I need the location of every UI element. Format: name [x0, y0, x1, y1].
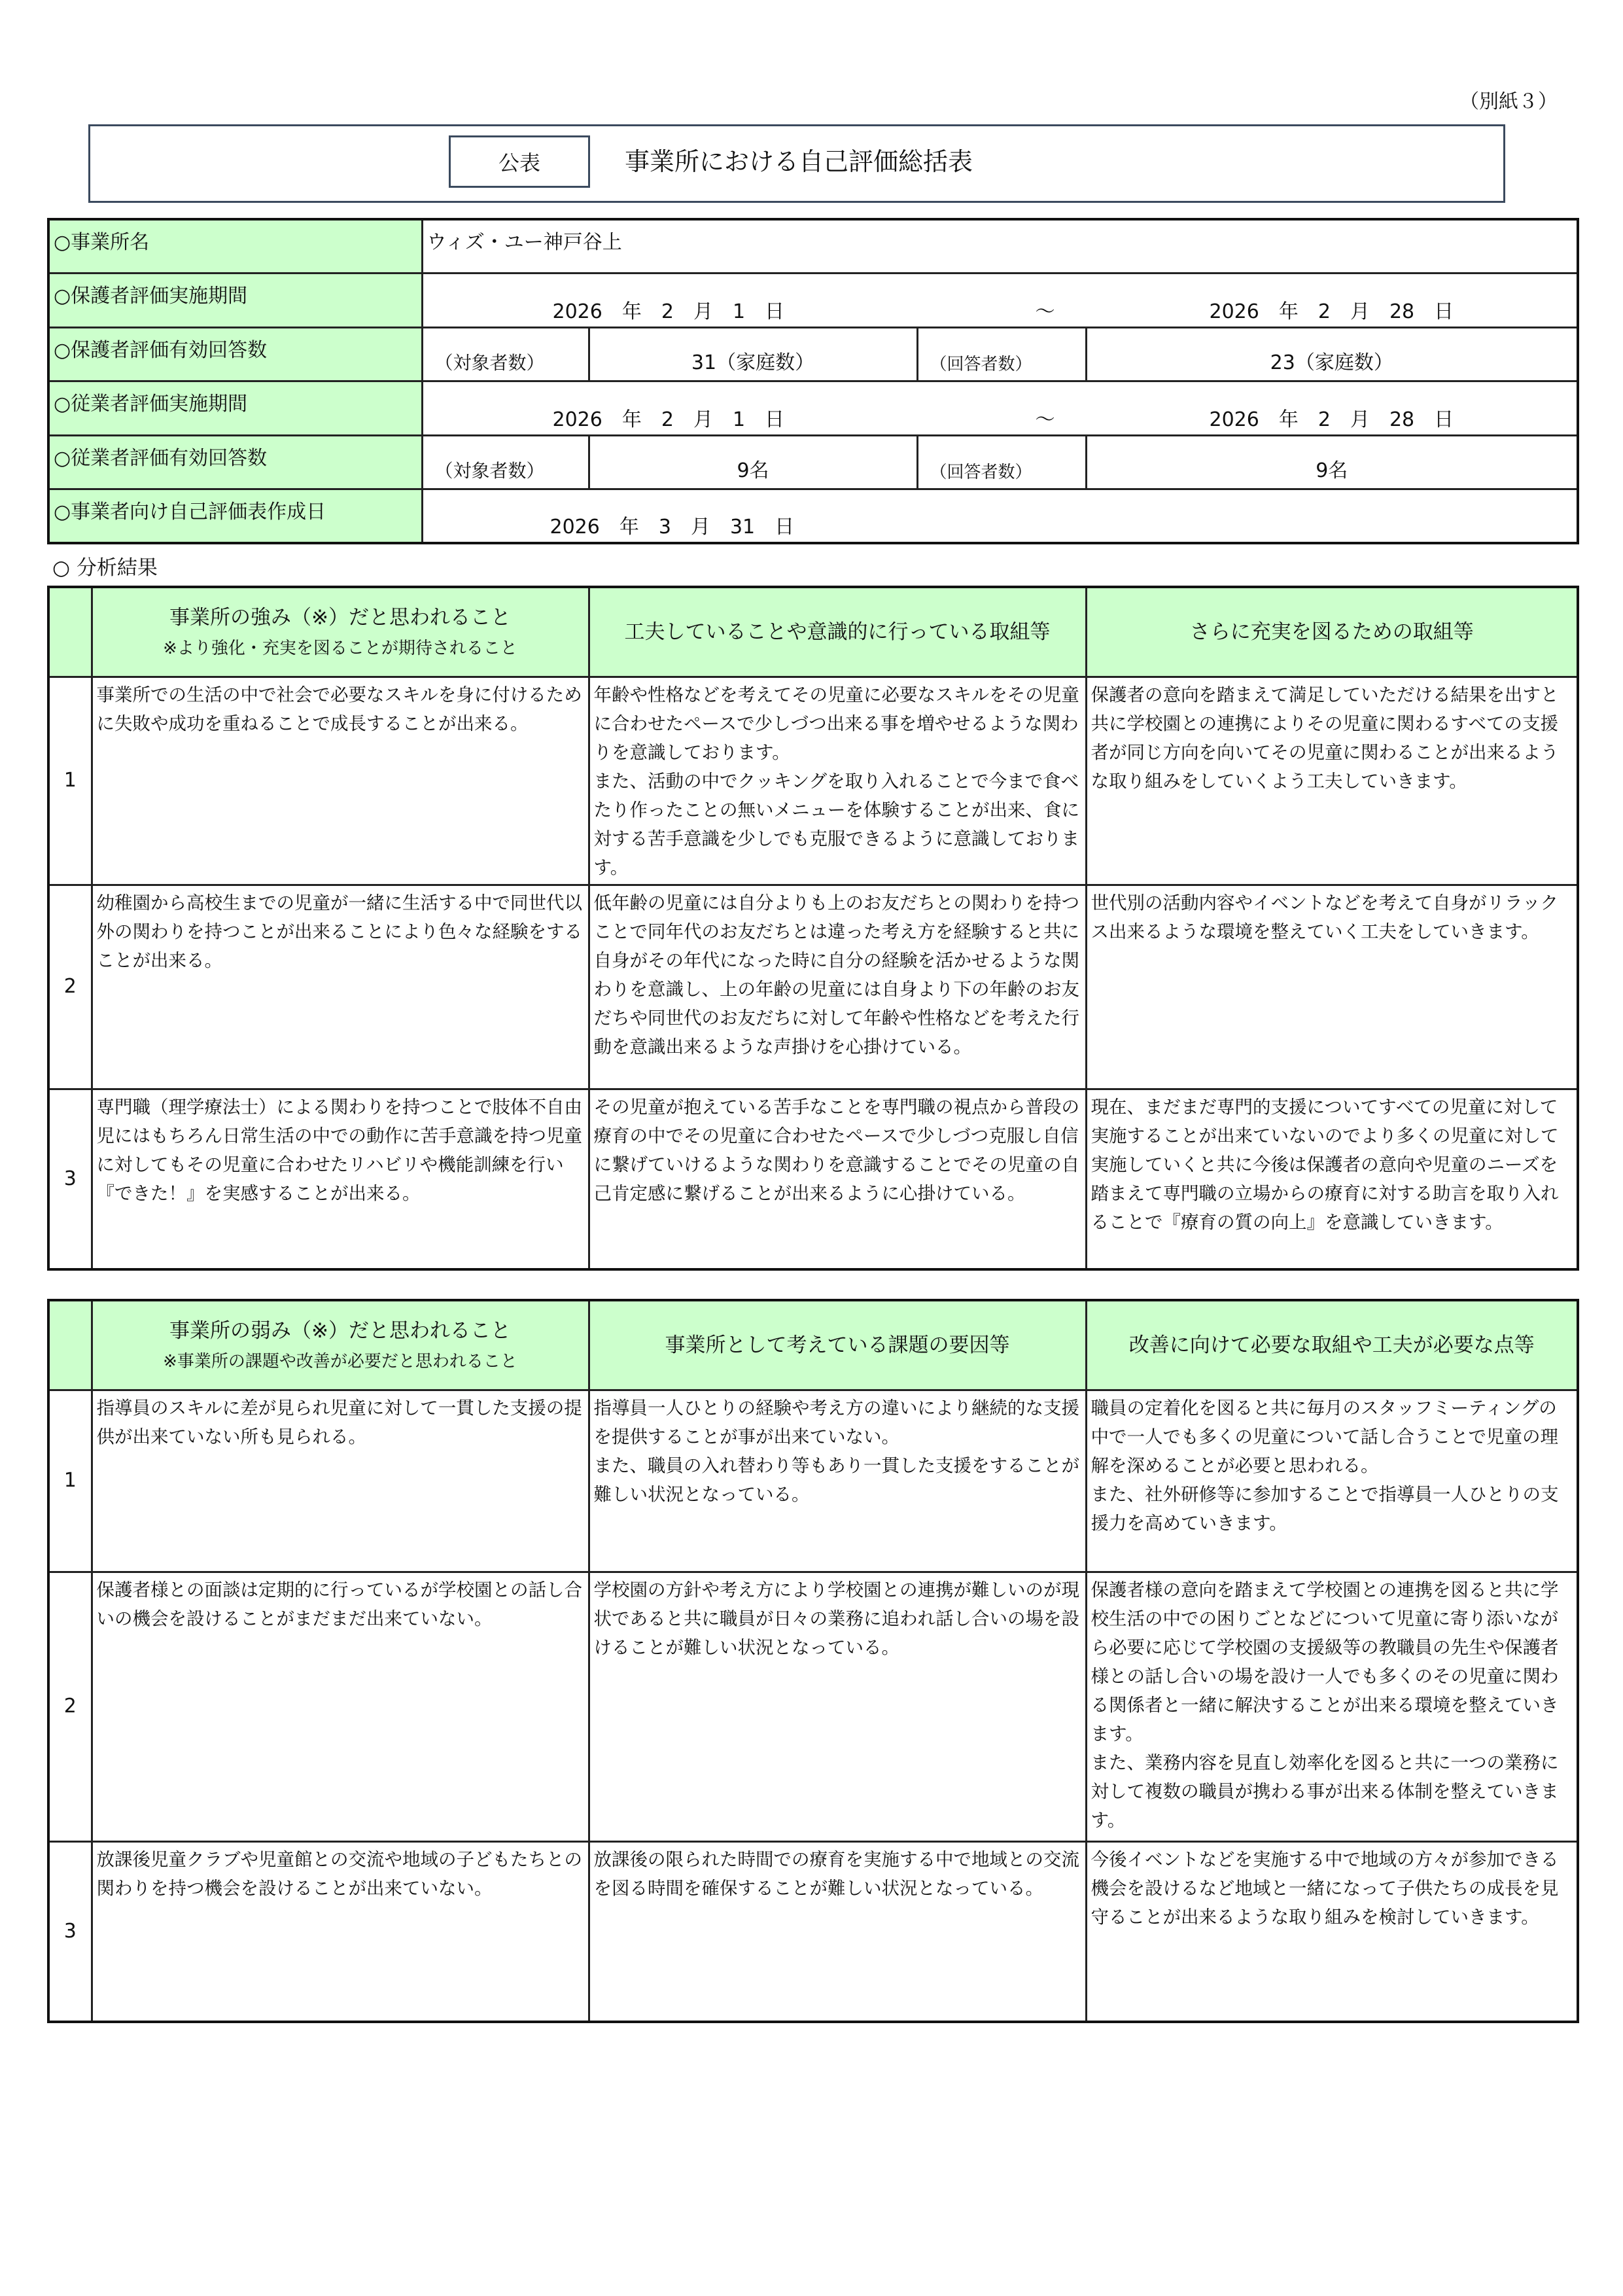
staff-responses-label: ○従業者評価有効回答数	[48, 435, 422, 489]
table-row	[48, 1390, 1578, 1572]
facility-name-value: ウィズ・ユー神戸谷上	[422, 219, 1578, 274]
staff-period-end: 2026 年 2 月 28 日	[1209, 408, 1454, 431]
guardian-period-end: 2026 年 2 月 28 日	[1209, 300, 1454, 323]
row-number: 3	[48, 1841, 92, 2022]
created-date-value	[422, 489, 1578, 544]
info-row-staff-responses	[48, 435, 1578, 489]
weakness-improvement-text: 職員の定着化を図ると共に毎月のスタッフミーティングの中で一人でも多くの児童について話し合うことで児童の理解を深めることが必要と思われる。 また、社外研修等に参加することで指導員一人ひとりの支援力を高めていきます。	[1086, 1390, 1578, 1572]
weakness-cause-text: 指導員一人ひとりの経験や考え方の違いにより継続的な支援を提供することが事が出来ていない。 また、職員の入れ替わり等もあり一貫した支援をすることが難しい状況となっている。	[589, 1390, 1086, 1572]
strength-improvement-text: 世代別の活動内容やイベントなどを考えて自身がリラックス出来るような環境を整えていく工夫をしていきます。	[1086, 885, 1578, 1089]
guardian-period-label: ○保護者評価実施期間	[48, 274, 422, 328]
table-row	[48, 677, 1578, 885]
table-row	[48, 1841, 1578, 2022]
table-row	[48, 885, 1578, 1089]
weaknesses-header-col3: 改善に向けて必要な取組や工夫が必要な点等	[1086, 1300, 1578, 1390]
guardian-respondent-label: （回答者数）	[917, 327, 1086, 381]
weaknesses-header-col2: 事業所として考えている課題の要因等	[589, 1300, 1086, 1390]
staff-respondent-value: 9名	[1086, 435, 1578, 489]
strength-text: 事業所での生活の中で社会で必要なスキルを身に付けるために失敗や成功を重ねることで成長することが出来る。	[92, 677, 589, 885]
info-row-guardian-responses	[48, 327, 1578, 381]
guardian-period-value	[422, 274, 1578, 328]
strength-text: 専門職（理学療法士）による関わりを持つことで肢体不自由児にはもちろん日常生活の中での動作に苦手意識を持つ児童に対してもその児童に合わせたリハビリや機能訓練を行い『できた！』を実感することが出来る。	[92, 1089, 589, 1269]
page-title: 事業所における自己評価総括表	[625, 147, 973, 176]
weaknesses-header-col1: 事業所の弱み（※）だと思われること ※事業所の課題や改善が必要だと思われること	[92, 1300, 589, 1390]
row-number: 1	[48, 1390, 92, 1572]
staff-period-start: 2026 年 2 月 1 日	[552, 408, 785, 431]
weaknesses-header-num	[48, 1300, 92, 1390]
created-date: 2026 年 3 月 31 日	[550, 516, 795, 539]
weakness-cause-text: 学校園の方針や考え方により学校園との連携が難しいのが現状であると共に職員が日々の業務に追われ話し合いの場を設けることが難しい状況となっている。	[589, 1572, 1086, 1841]
weakness-improvement-text: 今後イベントなどを実施する中で地域の方々が参加できる機会を設けるなど地域と一緒になって子供たちの成長を見守ることが出来るような取り組みを検討していきます。	[1086, 1841, 1578, 2022]
strength-effort-text: その児童が抱えている苦手なことを専門職の視点から普段の療育の中でその児童に合わせたペースで少しづつ克服し自信に繋げていけるような関わりを意識することでその児童の自己肯定感に繋げることが出来るように心掛けている。	[589, 1089, 1086, 1269]
staff-period-value	[422, 381, 1578, 436]
analysis-section-title: ○ 分析結果	[52, 556, 158, 580]
guardian-target-value: 31（家庭数）	[589, 327, 917, 381]
weaknesses-header-col1-note: ※事業所の課題や改善が必要だと思われること	[163, 1351, 517, 1371]
info-row-facility-name	[48, 219, 1578, 274]
staff-period-separator: ～	[1035, 408, 1055, 431]
created-date-label: ○事業者向け自己評価表作成日	[48, 489, 422, 544]
strengths-header-col2: 工夫していることや意識的に行っている取組等	[589, 587, 1086, 677]
strengths-table	[47, 586, 1579, 1271]
weakness-text: 指導員のスキルに差が見られ児童に対して一貫した支援の提供が出来ていない所も見られる。	[92, 1390, 589, 1572]
strength-text: 幼稚園から高校生までの児童が一緒に生活する中で同世代以外の関わりを持つことが出来ることにより色々な経験をすることが出来る。	[92, 885, 589, 1089]
table-row	[48, 1572, 1578, 1841]
staff-period-label: ○従業者評価実施期間	[48, 381, 422, 436]
weaknesses-header-row	[48, 1300, 1578, 1390]
public-label: 公表	[498, 150, 540, 175]
strengths-header-col3: さらに充実を図るための取組等	[1086, 587, 1578, 677]
weakness-cause-text: 放課後の限られた時間での療育を実施する中で地域との交流を図る時間を確保することが難しい状況となっている。	[589, 1841, 1086, 2022]
table-row	[48, 1089, 1578, 1269]
weakness-text: 放課後児童クラブや児童館との交流や地域の子どもたちとの関わりを持つ機会を設けることが出来ていない。	[92, 1841, 589, 2022]
guardian-period-separator: ～	[1035, 300, 1055, 323]
row-number: 3	[48, 1089, 92, 1269]
info-row-created-date	[48, 489, 1578, 544]
strength-effort-text: 低年齢の児童には自分よりも上のお友だちとの関わりを持つことで同年代のお友だちとは違った考え方を経験すると共に自身がその年代になった時に自分の経験を活かせるような関わりを意識し、上の年齢の児童には自身より下の年齢のお友だちや同世代のお友だちに対して年齢や性格などを考えた行動を意識出来るような声掛けを心掛けている。	[589, 885, 1086, 1089]
guardian-period-start: 2026 年 2 月 1 日	[552, 300, 785, 323]
guardian-target-label: （対象者数）	[422, 327, 589, 381]
info-row-guardian-period	[48, 274, 1578, 328]
weaknesses-table	[47, 1299, 1579, 2023]
weakness-improvement-text: 保護者様の意向を踏まえて学校園との連携を図ると共に学校生活の中での困りごとなどについて児童に寄り添いながら必要に応じて学校園の支援級等の教職員の先生や保護者様との話し合いの場を設け一人でも多くのその児童に関わる関係者と一緒に解決することが出来る環境を整えていきます。 また、業務内容を見直し効率化を図ると共に一つの業務に対して複数の職員が携わる事が出来る体制を整えていきます。	[1086, 1572, 1578, 1841]
row-number: 2	[48, 1572, 92, 1841]
guardian-respondent-value: 23（家庭数）	[1086, 327, 1578, 381]
staff-target-label: （対象者数）	[422, 435, 589, 489]
strengths-header-col1: 事業所の強み（※）だと思われること ※より強化・充実を図ることが期待されること	[92, 587, 589, 677]
facility-name-label: ○事業所名	[48, 219, 422, 274]
strength-effort-text: 年齢や性格などを考えてその児童に必要なスキルをその児童に合わせたペースで少しづつ出来る事を増やせるような関わりを意識しております。 また、活動の中でクッキングを取り入れることで今まで食べたり作ったことの無いメニューを体験することが出来、食に対する苦手意識を少しでも克服できるように意識しております。	[589, 677, 1086, 885]
strengths-header-num	[48, 587, 92, 677]
weakness-text: 保護者様との面談は定期的に行っているが学校園との話し合いの機会を設けることがまだまだ出来ていない。	[92, 1572, 589, 1841]
facility-info-table	[47, 218, 1579, 544]
guardian-responses-label: ○保護者評価有効回答数	[48, 327, 422, 381]
row-number: 2	[48, 885, 92, 1089]
row-number: 1	[48, 677, 92, 885]
staff-target-value: 9名	[589, 435, 917, 489]
public-badge	[449, 135, 590, 188]
info-row-staff-period	[48, 381, 1578, 436]
strength-improvement-text: 保護者の意向を踏まえて満足していただける結果を出すと共に学校園との連携によりその児童に関わるすべての支援者が同じ方向を向いてその児童に関わることが出来るような取り組みをしていくよう工夫していきます。	[1086, 677, 1578, 885]
annex-label: （別紙３）	[1459, 90, 1558, 113]
strengths-header-row	[48, 587, 1578, 677]
staff-respondent-label: （回答者数）	[917, 435, 1086, 489]
strength-improvement-text: 現在、まだまだ専門的支援についてすべての児童に対して実施することが出来ていないのでより多くの児童に対して実施していくと共に今後は保護者の意向や児童のニーズを踏まえて専門職の立場からの療育に対する助言を取り入れることで『療育の質の向上』を意識していきます。	[1086, 1089, 1578, 1269]
strengths-header-col1-note: ※より強化・充実を図ることが期待されること	[163, 638, 517, 658]
